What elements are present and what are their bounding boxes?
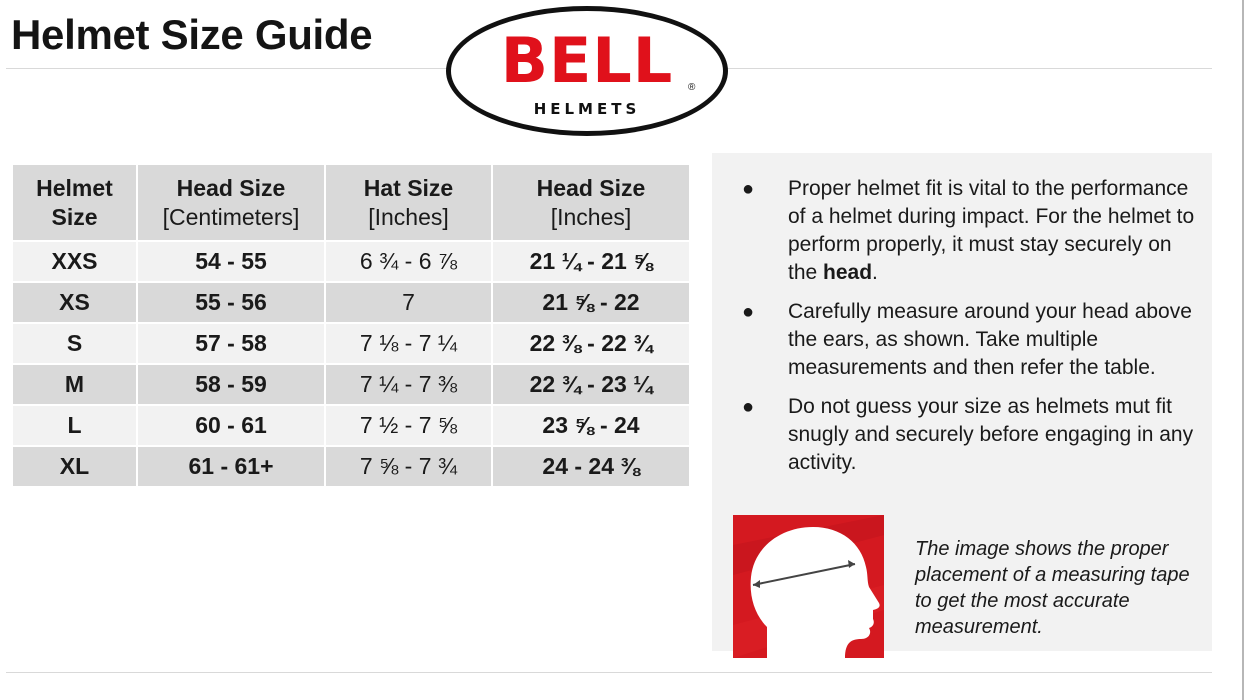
header-line: Hat Size	[363, 174, 454, 201]
bullet-icon: ●	[742, 396, 755, 418]
bullet-text-end: .	[872, 261, 878, 284]
list-item	[740, 298, 1200, 382]
header-line: Head Size	[536, 174, 646, 201]
cell-cm: 60 - 61	[137, 405, 325, 446]
cell-cm: 54 - 55	[137, 241, 325, 282]
head-silhouette-icon	[733, 515, 884, 658]
head-measurement-image	[733, 515, 884, 658]
fit-tips-list	[740, 175, 1200, 488]
info-panel	[712, 153, 1212, 651]
header-unit: [Inches]	[550, 203, 632, 230]
header-helmet-size	[12, 164, 137, 241]
table-row	[12, 364, 690, 405]
page-title: Helmet Size Guide	[11, 11, 373, 58]
header-line: Helmet	[36, 174, 113, 201]
bullet-text: Carefully measure around your head above the ears, as shown. Take multiple measurements and then refer the table.	[788, 300, 1192, 379]
logo-wordmark: BELL	[500, 24, 674, 97]
logo-subtitle: HELMETS	[533, 100, 641, 118]
table-row	[12, 282, 690, 323]
bullet-text: Do not guess your size as helmets mut fit snugly and securely before engaging in any activity.	[788, 395, 1194, 474]
table-row	[12, 241, 690, 282]
cell-inches: 24 - 24 ⅜	[492, 446, 690, 487]
cell-size: XL	[12, 446, 137, 487]
table-row	[12, 446, 690, 487]
cell-cm: 58 - 59	[137, 364, 325, 405]
cell-inches: 21 ⅝ - 22	[492, 282, 690, 323]
list-item	[740, 393, 1200, 477]
cell-size: XS	[12, 282, 137, 323]
bullet-icon: ●	[742, 301, 755, 323]
cell-hat: 6 ¾ - 6 ⅞	[325, 241, 492, 282]
list-item	[740, 175, 1200, 287]
cell-size: L	[12, 405, 137, 446]
cell-cm: 57 - 58	[137, 323, 325, 364]
cell-size: S	[12, 323, 137, 364]
header-line: Size	[51, 203, 98, 230]
cell-size: XXS	[12, 241, 137, 282]
bell-helmets-logo	[446, 6, 728, 136]
cell-hat: 7 ¼ - 7 ⅜	[325, 364, 492, 405]
cell-inches: 22 ⅜ - 22 ¾	[492, 323, 690, 364]
registered-mark: ®	[688, 82, 696, 93]
bullet-text: Proper helmet fit is vital to the performance of a helmet during impact. For the helmet to perform properly, it must stay securely on the	[788, 177, 1195, 284]
cell-inches: 23 ⅝ - 24	[492, 405, 690, 446]
table-header-row	[12, 164, 690, 241]
header-head-size-inches	[492, 164, 690, 241]
image-caption: The image shows the proper placement of a measuring tape to get the most accurate measurement.	[915, 538, 1190, 638]
cell-cm: 55 - 56	[137, 282, 325, 323]
header-line: Head Size	[176, 174, 286, 201]
table-row	[12, 323, 690, 364]
header-unit: [Inches]	[368, 203, 449, 230]
bullet-icon: ●	[742, 178, 755, 200]
cell-hat: 7 ⅛ - 7 ¼	[325, 323, 492, 364]
header-unit: [Centimeters]	[162, 203, 300, 230]
cell-hat: 7 ⅝ - 7 ¾	[325, 446, 492, 487]
bottom-divider	[6, 672, 1212, 673]
cell-inches: 22 ¾ - 23 ¼	[492, 364, 690, 405]
cell-hat: 7	[325, 282, 492, 323]
cell-size: M	[12, 364, 137, 405]
header-hat-size	[325, 164, 492, 241]
cell-hat: 7 ½ - 7 ⅝	[325, 405, 492, 446]
cell-inches: 21 ¼ - 21 ⅝	[492, 241, 690, 282]
bullet-emphasis: head	[823, 261, 873, 284]
table-row	[12, 405, 690, 446]
cell-cm: 61 - 61+	[137, 446, 325, 487]
header-head-size-cm	[137, 164, 325, 241]
size-table	[11, 163, 691, 488]
